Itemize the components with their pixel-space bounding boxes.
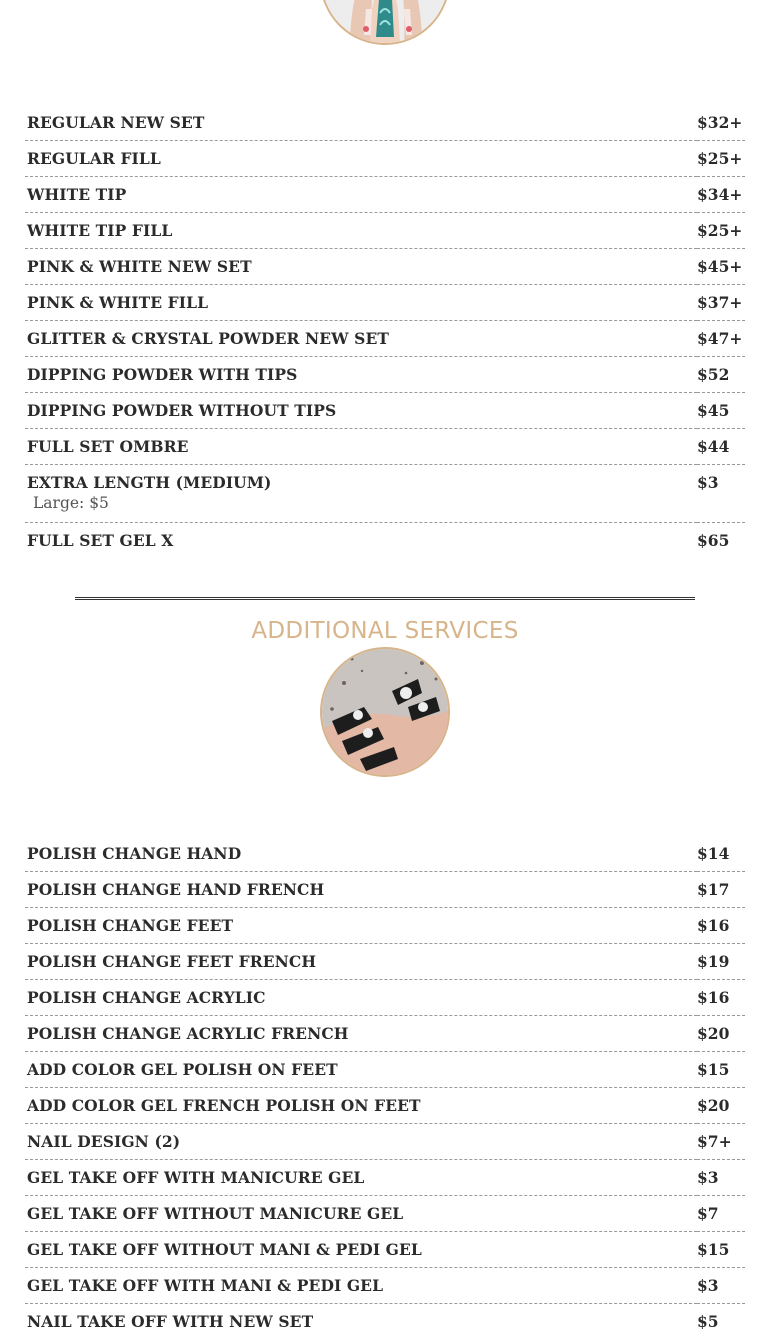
service-price: $3	[697, 1160, 745, 1196]
service-name: WHITE TIP	[27, 177, 697, 212]
table-row	[25, 1124, 745, 1160]
table-row	[25, 105, 745, 141]
table-row	[25, 1268, 745, 1304]
service-name: PINK & WHITE NEW SET	[27, 249, 697, 284]
service-name: DIPPING POWDER WITH TIPS	[27, 357, 697, 392]
service-price: $34+	[697, 177, 745, 213]
table-row	[25, 836, 745, 872]
service-name: EXTRA LENGTH (MEDIUM)	[27, 465, 697, 496]
table-row	[25, 249, 745, 285]
table-row	[25, 177, 745, 213]
table-row	[25, 141, 745, 177]
service-name: POLISH CHANGE ACRYLIC	[27, 980, 697, 1015]
service-price: $3	[697, 465, 745, 523]
service-name: POLISH CHANGE ACRYLIC FRENCH	[27, 1016, 697, 1051]
teal-nails-illustration	[322, 0, 448, 43]
table-row	[25, 357, 745, 393]
table-row	[25, 1232, 745, 1268]
service-name: FULL SET OMBRE	[27, 429, 697, 464]
table-row	[25, 908, 745, 944]
service-note: Large: $5	[27, 494, 697, 522]
additional-services-table	[25, 836, 745, 1339]
service-name: POLISH CHANGE FEET	[27, 908, 697, 943]
service-price: $44	[697, 429, 745, 465]
table-row	[25, 872, 745, 908]
service-price: $14	[697, 836, 745, 872]
service-name: POLISH CHANGE FEET FRENCH	[27, 944, 697, 979]
table-row	[25, 285, 745, 321]
service-price: $7	[697, 1196, 745, 1232]
black-nails-photo	[320, 647, 450, 777]
service-price: $3	[697, 1268, 745, 1304]
service-price: $16	[697, 908, 745, 944]
service-price: $20	[697, 1016, 745, 1052]
service-price: $17	[697, 872, 745, 908]
service-name: POLISH CHANGE HAND	[27, 836, 697, 871]
teal-nails-photo	[320, 0, 450, 45]
section-title: ADDITIONAL SERVICES	[0, 618, 770, 644]
service-name: ADD COLOR GEL FRENCH POLISH ON FEET	[27, 1088, 697, 1123]
service-price: $45	[697, 393, 745, 429]
service-name: GEL TAKE OFF WITH MANICURE GEL	[27, 1160, 697, 1195]
service-price: $37+	[697, 285, 745, 321]
table-row	[25, 1052, 745, 1088]
section-divider	[75, 597, 695, 600]
service-name: REGULAR NEW SET	[27, 105, 697, 140]
table-row	[25, 1196, 745, 1232]
service-name: FULL SET GEL X	[27, 523, 697, 558]
service-price: $25+	[697, 213, 745, 249]
service-price: $25+	[697, 141, 745, 177]
service-name: NAIL TAKE OFF WITH NEW SET	[27, 1304, 697, 1339]
service-price: $16	[697, 980, 745, 1016]
service-name: NAIL DESIGN (2)	[27, 1124, 697, 1159]
table-row	[25, 1304, 745, 1339]
service-price: $15	[697, 1052, 745, 1088]
service-name: GLITTER & CRYSTAL POWDER NEW SET	[27, 321, 697, 356]
service-name: POLISH CHANGE HAND FRENCH	[27, 872, 697, 907]
table-row	[25, 980, 745, 1016]
table-row	[25, 1016, 745, 1052]
service-name: DIPPING POWDER WITHOUT TIPS	[27, 393, 697, 428]
table-row	[25, 429, 745, 465]
service-price: $32+	[697, 105, 745, 141]
service-name: GEL TAKE OFF WITHOUT MANICURE GEL	[27, 1196, 697, 1231]
table-row	[25, 393, 745, 429]
service-name: GEL TAKE OFF WITH MANI & PEDI GEL	[27, 1268, 697, 1303]
table-row	[25, 1088, 745, 1124]
service-price: $45+	[697, 249, 745, 285]
table-row	[25, 944, 745, 980]
service-price: $20	[697, 1088, 745, 1124]
service-price: $15	[697, 1232, 745, 1268]
table-row	[25, 465, 745, 523]
service-name: PINK & WHITE FILL	[27, 285, 697, 320]
table-row	[25, 213, 745, 249]
table-row	[25, 1160, 745, 1196]
main-services-table	[25, 105, 745, 558]
service-price: $7+	[697, 1124, 745, 1160]
service-name: ADD COLOR GEL POLISH ON FEET	[27, 1052, 697, 1087]
service-price: $5	[697, 1304, 745, 1339]
table-row	[25, 523, 745, 559]
service-name: REGULAR FILL	[27, 141, 697, 176]
service-price: $19	[697, 944, 745, 980]
black-nails-illustration	[322, 649, 448, 775]
service-price: $65	[697, 523, 745, 559]
service-name: WHITE TIP FILL	[27, 213, 697, 248]
table-row	[25, 321, 745, 357]
service-price: $47+	[697, 321, 745, 357]
service-price: $52	[697, 357, 745, 393]
service-name: GEL TAKE OFF WITHOUT MANI & PEDI GEL	[27, 1232, 697, 1267]
